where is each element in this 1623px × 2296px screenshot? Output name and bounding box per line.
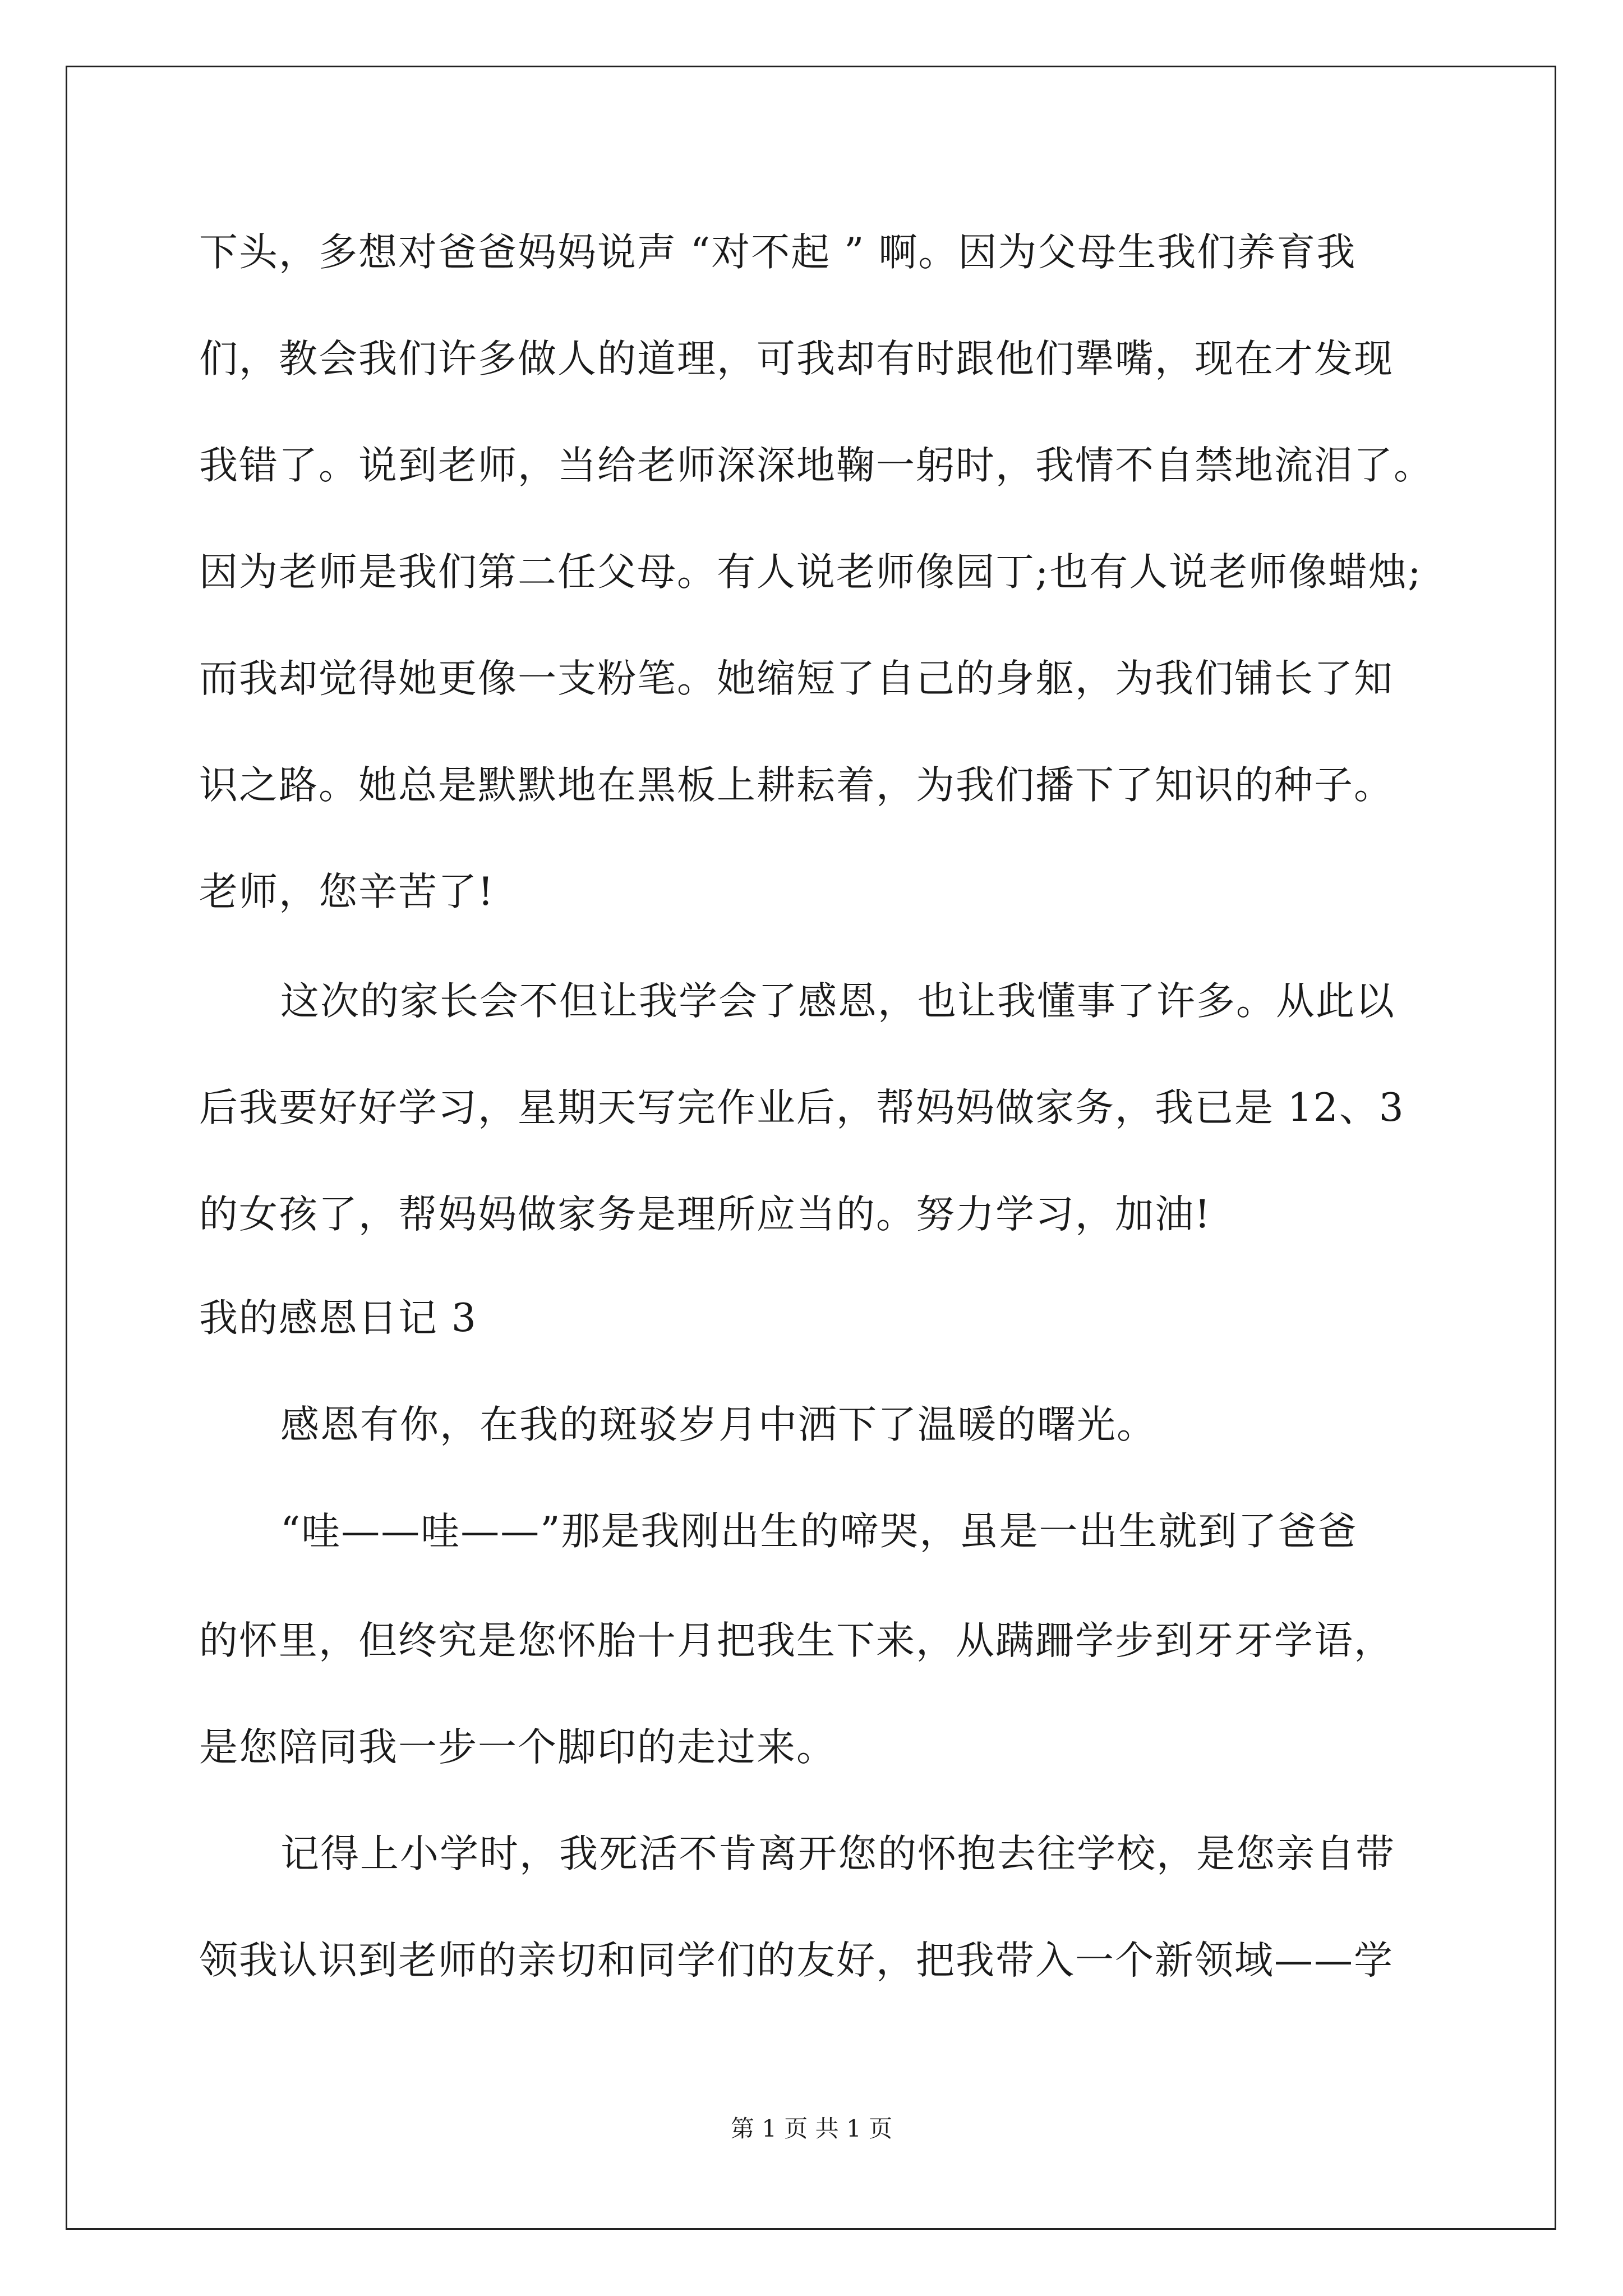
text-line: 领我认识到老师的亲切和同学们的友好，把我带入一个新领域——学 (199, 1938, 1394, 1983)
text-line: 老师，您辛苦了! (199, 869, 495, 914)
text-line: 们，教会我们许多做人的道理，可我却有时跟他们犟嘴，现在才发现 (199, 337, 1394, 381)
text-line: 后我要好好学习，星期天写完作业后，帮妈妈做家务，我已是 12、3 (199, 1085, 1405, 1130)
page-border (66, 66, 1556, 2230)
paragraph-first-line: 记得上小学时，我死活不肯离开您的怀抱去往学校，是您亲自带 (280, 1832, 1395, 1876)
text-line: 识之路。她总是默默地在黑板上耕耘着，为我们播下了知识的种子。 (199, 763, 1394, 808)
text-line: 我错了。说到老师，当给老师深深地鞠一躬时，我情不自禁地流泪了。 (199, 443, 1433, 488)
paragraph-first-line: 感恩有你，在我的斑驳岁月中洒下了温暖的曙光。 (280, 1402, 1156, 1447)
text-line: 的怀里，但终究是您怀胎十月把我生下来，从蹒跚学步到牙牙学语， (199, 1618, 1394, 1663)
text-line: 下头，多想对爸爸妈妈说声 “对不起 ” 啊。因为父母生我们养育我 (199, 230, 1357, 275)
text-line: 因为老师是我们第二任父母。有人说老师像园丁;也有人说老师像蜡烛; (199, 550, 1422, 595)
paragraph-first-line: 这次的家长会不但让我学会了感恩，也让我懂事了许多。从此以 (280, 979, 1395, 1024)
page-footer: 第 1 页 共 1 页 (730, 2115, 893, 2142)
section-heading: 我的感恩日记 3 (199, 1296, 477, 1341)
text-line: 是您陪同我一步一个脚印的走过来。 (199, 1725, 836, 1770)
text-line: 而我却觉得她更像一支粉笔。她缩短了自己的身躯，为我们铺长了知 (199, 656, 1394, 701)
text-line: 的女孩了，帮妈妈做家务是理所应当的。努力学习，加油! (199, 1192, 1211, 1237)
paragraph-first-line: “哇——哇——”那是我刚出生的啼哭，虽是一出生就到了爸爸 (280, 1509, 1358, 1554)
